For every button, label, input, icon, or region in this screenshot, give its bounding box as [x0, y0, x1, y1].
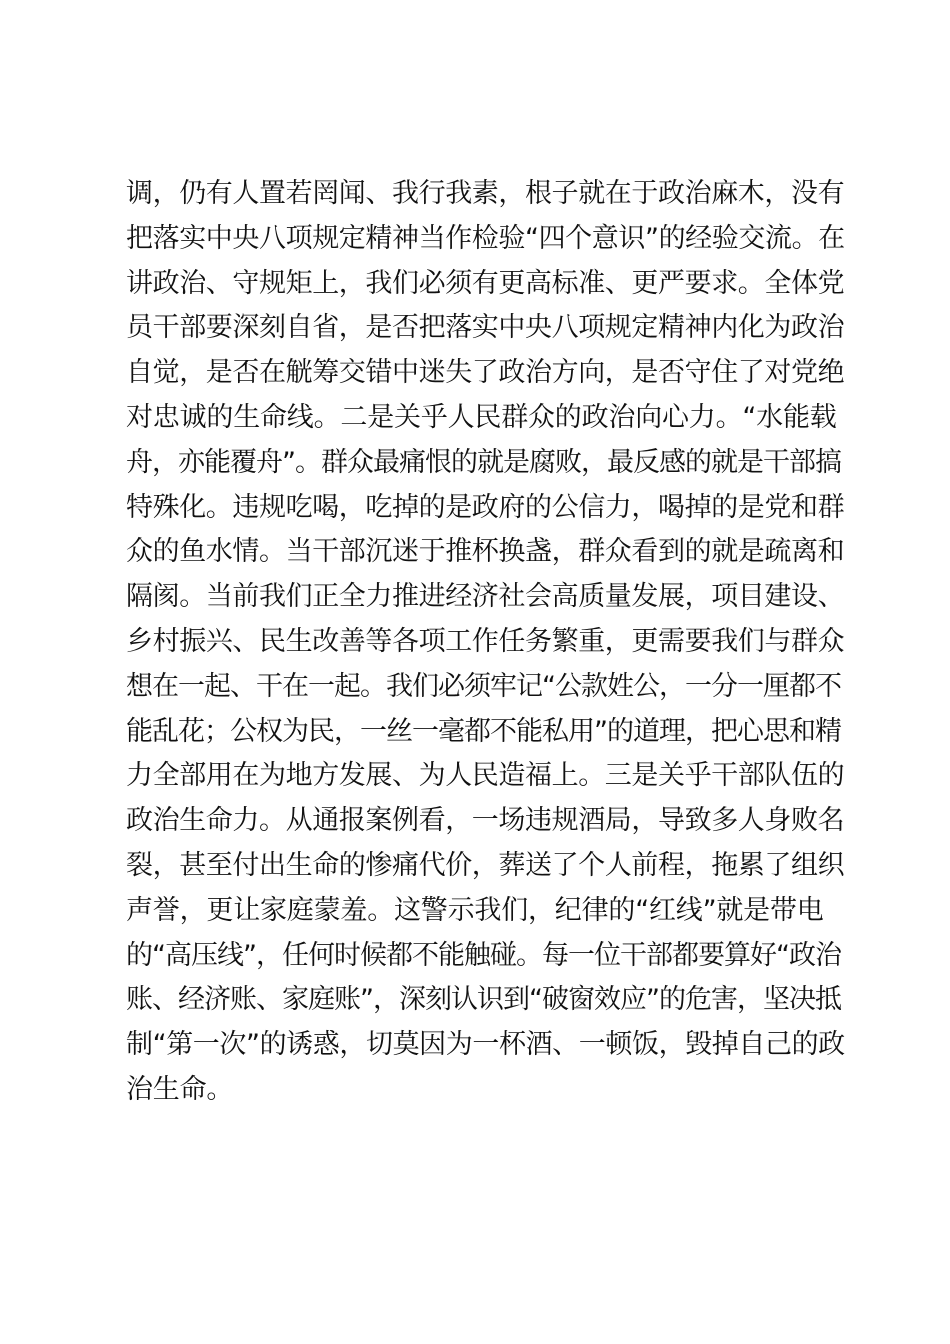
text-line: 对忠诚的生命线。二是关乎人民群众的政治向心力。“水能载 — [126, 401, 837, 433]
text-line: 讲政治、守规矩上，我们必须有更高标准、更严要求。全体党 — [126, 267, 845, 299]
text-line: 自觉，是否在觥筹交错中迷失了政治方向，是否守住了对党绝 — [126, 357, 845, 389]
text-line: 声誉，更让家庭蒙羞。这警示我们，纪律的“红线”就是带电 — [126, 894, 824, 926]
text-line: 乡村振兴、民生改善等各项工作任务繁重，更需要我们与群众 — [126, 625, 845, 657]
text-line: 力全部用在为地方发展、为人民造福上。三是关乎干部队伍的 — [126, 760, 845, 792]
text-line: 的“高压线”，任何时候都不能触碰。每一位干部都要算好“政治 — [126, 939, 841, 971]
text-line: 隔阂。当前我们正全力推进经济社会高质量发展，项目建设、 — [126, 581, 845, 613]
text-line: 制“第一次”的诱惑，切莫因为一杯酒、一顿饭，毁掉自己的政 — [126, 1029, 845, 1061]
body-paragraph — [126, 172, 846, 1113]
text-line: 裂，甚至付出生命的惨痛代价，葬送了个人前程，拖累了组织 — [126, 849, 845, 881]
text-line: 调，仍有人置若罔闻、我行我素，根子就在于政治麻木，没有 — [126, 178, 845, 209]
text-line: 政治生命力。从通报案例看，一场违规酒局，导致多人身败名 — [126, 805, 845, 837]
text-line: 账、经济账、家庭账”，深刻认识到“破窗效应”的危害，坚决抵 — [126, 984, 841, 1016]
text-line: 想在一起、干在一起。我们必须牢记“公款姓公，一分一厘都不 — [126, 670, 841, 702]
text-line: 把落实中央八项规定精神当作检验“四个意识”的经验交流。在 — [126, 222, 845, 254]
text-line: 治生命。 — [126, 1073, 234, 1105]
text-line: 员干部要深刻自省，是否把落实中央八项规定精神内化为政治 — [126, 312, 845, 344]
text-line: 众的鱼水情。当干部沉迷于推杯换盏，群众看到的就是疏离和 — [126, 536, 845, 568]
text-line: 舟，亦能覆舟”。群众最痛恨的就是腐败，最反感的就是干部搞 — [126, 446, 841, 478]
text-line: 特殊化。违规吃喝，吃掉的是政府的公信力，喝掉的是党和群 — [126, 491, 845, 523]
text-line: 能乱花；公权为民，一丝一毫都不能私用”的道理，把心思和精 — [126, 715, 841, 747]
